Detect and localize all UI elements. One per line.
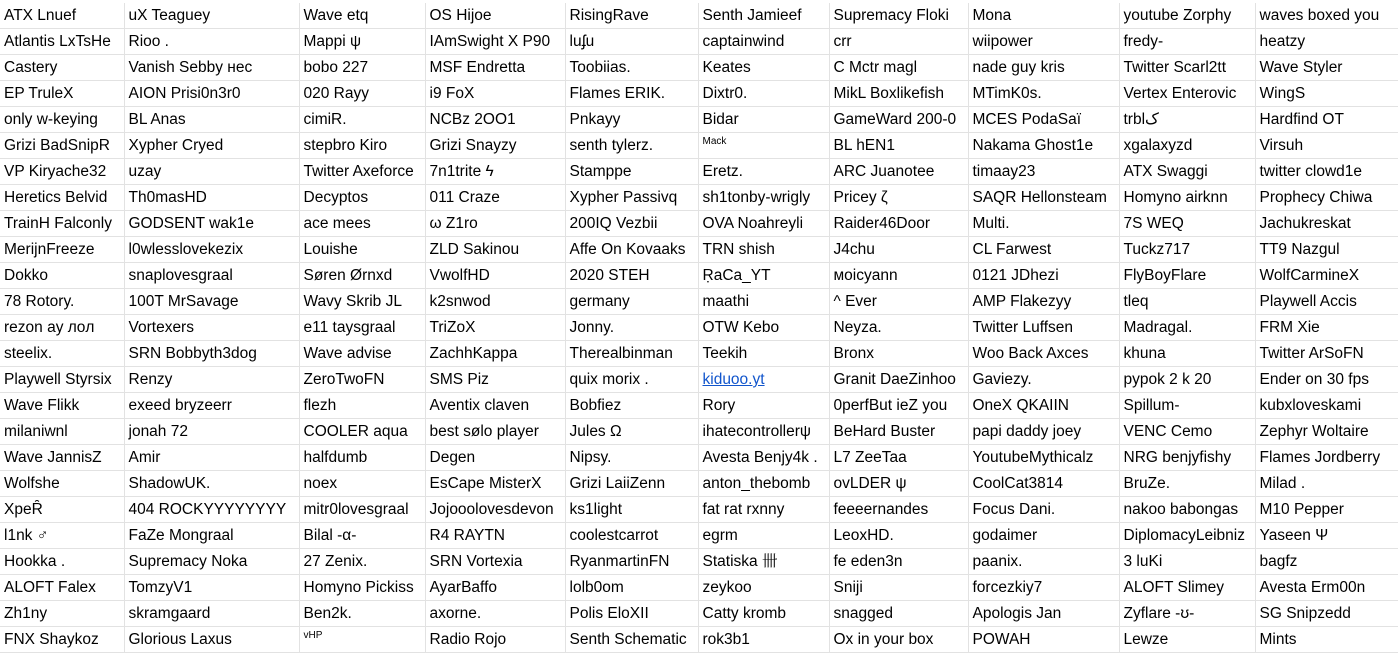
sheet-cell[interactable]: Ben2k. — [299, 601, 425, 627]
sheet-cell[interactable]: COOLER aqua — [299, 419, 425, 445]
sheet-cell[interactable]: ovLDER ψ — [829, 471, 968, 497]
sheet-cell[interactable]: coolestcarrot — [565, 523, 698, 549]
sheet-cell[interactable]: anton_thebomb — [698, 471, 829, 497]
sheet-cell[interactable]: Stamppe — [565, 159, 698, 185]
sheet-cell[interactable]: Mack — [698, 133, 829, 159]
sheet-cell[interactable]: ZeroTwoFN — [299, 367, 425, 393]
sheet-cell[interactable]: Grizi BadSnipR — [0, 133, 124, 159]
sheet-cell[interactable]: Zh1ny — [0, 601, 124, 627]
sheet-cell[interactable]: C Mctr magl — [829, 55, 968, 81]
sheet-row — [0, 29, 1398, 55]
sheet-cell[interactable]: CL Farwest — [968, 237, 1119, 263]
sheet-row — [0, 627, 1398, 653]
sheet-cell[interactable]: 27 Zenix. — [299, 549, 425, 575]
sheet-cell[interactable]: Supremacy Floki — [829, 3, 968, 29]
sheet-cell[interactable]: TRN shish — [698, 237, 829, 263]
sheet-cell[interactable]: ace mees — [299, 211, 425, 237]
sheet-cell[interactable]: Jachukreskat — [1255, 211, 1398, 237]
sheet-cell[interactable]: tleq — [1119, 289, 1255, 315]
sheet-cell[interactable]: Affe On Kovaaks — [565, 237, 698, 263]
sheet-cell[interactable]: nade guy kris — [968, 55, 1119, 81]
sheet-cell[interactable]: Eretz. — [698, 159, 829, 185]
sheet-cell[interactable]: Senth Schematic — [565, 627, 698, 653]
sheet-cell[interactable]: ks1light — [565, 497, 698, 523]
sheet-cell[interactable]: 2020 STEH — [565, 263, 698, 289]
sheet-cell[interactable]: timaay23 — [968, 159, 1119, 185]
sheet-cell[interactable]: l0wlesslovekezix — [124, 237, 299, 263]
sheet-cell[interactable]: youtube Zorphy — [1119, 3, 1255, 29]
sheet-cell[interactable]: Decyptos — [299, 185, 425, 211]
sheet-cell[interactable]: Renzy — [124, 367, 299, 393]
sheet-row — [0, 523, 1398, 549]
sheet-cell[interactable]: ihatecontrollerψ — [698, 419, 829, 445]
sheet-row — [0, 393, 1398, 419]
sheet-cell[interactable]: WolfCarmineX — [1255, 263, 1398, 289]
sheet-row — [0, 159, 1398, 185]
sheet-cell[interactable]: jonah 72 — [124, 419, 299, 445]
sheet-cell[interactable]: 200IQ Vezbii — [565, 211, 698, 237]
sheet-cell[interactable]: kubxloveskami — [1255, 393, 1398, 419]
sheet-cell[interactable]: TT9 Nazgul — [1255, 237, 1398, 263]
sheet-row — [0, 263, 1398, 289]
sheet-cell[interactable]: Th0masHD — [124, 185, 299, 211]
spreadsheet-grid-container — [0, 3, 1398, 653]
sheet-cell[interactable]: Mona — [968, 3, 1119, 29]
sheet-cell[interactable]: Granit DaeZinhoo — [829, 367, 968, 393]
sheet-cell[interactable]: Playwell Styrsix — [0, 367, 124, 393]
sheet-cell[interactable]: paanix. — [968, 549, 1119, 575]
sheet-cell[interactable]: Rioo . — [124, 29, 299, 55]
sheet-cell[interactable]: Twitter Scarl2tt — [1119, 55, 1255, 81]
sheet-cell[interactable]: WingS — [1255, 81, 1398, 107]
sheet-cell[interactable]: Louishe — [299, 237, 425, 263]
sheet-cell[interactable]: Mints — [1255, 627, 1398, 653]
sheet-cell[interactable]: EsCape MisterX — [425, 471, 565, 497]
sheet-cell[interactable]: Yaseen Ψ — [1255, 523, 1398, 549]
sheet-cell[interactable]: godaimer — [968, 523, 1119, 549]
sheet-cell[interactable]: Avesta Benjy4k . — [698, 445, 829, 471]
sheet-cell[interactable]: Søren Ørnxd — [299, 263, 425, 289]
sheet-cell[interactable]: AION Prisi0n3r0 — [124, 81, 299, 107]
sheet-cell[interactable]: Heretics Belvid — [0, 185, 124, 211]
sheet-cell[interactable]: Twitter Luffsen — [968, 315, 1119, 341]
sheet-cell[interactable]: luʄu — [565, 29, 698, 55]
sheet-cell[interactable]: Nipsy. — [565, 445, 698, 471]
sheet-cell[interactable]: SMS Piz — [425, 367, 565, 393]
sheet-cell[interactable]: Neyza. — [829, 315, 968, 341]
sheet-cell[interactable]: J4chu — [829, 237, 968, 263]
sheet-cell[interactable]: ZLD Sakinou — [425, 237, 565, 263]
sheet-cell[interactable]: Rory — [698, 393, 829, 419]
sheet-cell[interactable]: XpeȒ — [0, 497, 124, 523]
sheet-cell[interactable]: BruZe. — [1119, 471, 1255, 497]
sheet-row — [0, 575, 1398, 601]
sheet-cell[interactable]: FRM Xie — [1255, 315, 1398, 341]
sheet-cell[interactable]: best sølo player — [425, 419, 565, 445]
sheet-cell[interactable]: Wolfshe — [0, 471, 124, 497]
sheet-cell[interactable]: BL hEN1 — [829, 133, 968, 159]
sheet-cell[interactable]: twitter clowd1e — [1255, 159, 1398, 185]
sheet-cell[interactable]: noex — [299, 471, 425, 497]
sheet-cell[interactable]: quix morix . — [565, 367, 698, 393]
sheet-cell[interactable]: Toobiias. — [565, 55, 698, 81]
sheet-cell[interactable]: Castery — [0, 55, 124, 81]
sheet-cell[interactable]: zeykoo — [698, 575, 829, 601]
sheet-cell[interactable]: flezh — [299, 393, 425, 419]
sheet-cell[interactable]: ATX Swaggi — [1119, 159, 1255, 185]
sheet-cell[interactable]: mitr0lovesgraal — [299, 497, 425, 523]
sheet-cell[interactable]: fredy- — [1119, 29, 1255, 55]
sheet-row — [0, 55, 1398, 81]
sheet-cell[interactable]: Madragal. — [1119, 315, 1255, 341]
sheet-cell[interactable]: nakoo babongas — [1119, 497, 1255, 523]
sheet-row — [0, 497, 1398, 523]
sheet-cell[interactable]: Vertex Enterovic — [1119, 81, 1255, 107]
sheet-cell[interactable]: Virsuh — [1255, 133, 1398, 159]
sheet-cell[interactable]: GameWard 200-0 — [829, 107, 968, 133]
sheet-cell[interactable]: wiipower — [968, 29, 1119, 55]
sheet-cell[interactable]: Teekih — [698, 341, 829, 367]
sheet-cell[interactable]: 0121 JDhezi — [968, 263, 1119, 289]
sheet-cell[interactable]: germany — [565, 289, 698, 315]
sheet-cell[interactable]: Milad . — [1255, 471, 1398, 497]
sheet-cell[interactable]: Amir — [124, 445, 299, 471]
sheet-cell[interactable]: Wave advise — [299, 341, 425, 367]
sheet-cell[interactable]: snaplovesgraal — [124, 263, 299, 289]
grid-body — [0, 3, 1398, 653]
sheet-cell[interactable]: xgalaxyzd — [1119, 133, 1255, 159]
sheet-cell[interactable]: Therealbinman — [565, 341, 698, 367]
sheet-cell[interactable]: Mappi ψ — [299, 29, 425, 55]
sheet-cell[interactable]: Hookka . — [0, 549, 124, 575]
sheet-cell[interactable]: AMP Flakezyy — [968, 289, 1119, 315]
sheet-cell[interactable]: ZachhKappa — [425, 341, 565, 367]
sheet-row — [0, 419, 1398, 445]
sheet-cell[interactable]: lolb0om — [565, 575, 698, 601]
sheet-cell[interactable]: axorne. — [425, 601, 565, 627]
sheet-cell[interactable]: Supremacy Noka — [124, 549, 299, 575]
sheet-cell[interactable]: 3 luKi — [1119, 549, 1255, 575]
sheet-cell[interactable]: Bronx — [829, 341, 968, 367]
sheet-cell[interactable]: Tuckz717 — [1119, 237, 1255, 263]
sheet-cell[interactable]: TomzyV1 — [124, 575, 299, 601]
sheet-cell[interactable]: ALOFT Slimey — [1119, 575, 1255, 601]
sheet-cell[interactable]: IAmSwight X P90 — [425, 29, 565, 55]
sheet-cell[interactable]: Lewze — [1119, 627, 1255, 653]
sheet-cell[interactable]: SRN Bobbyth3dog — [124, 341, 299, 367]
sheet-cell[interactable]: MSF Endretta — [425, 55, 565, 81]
sheet-cell[interactable]: e11 taysgraal — [299, 315, 425, 341]
sheet-cell[interactable]: YoutubeMythicalz — [968, 445, 1119, 471]
sheet-cell[interactable]: stepbro Kiro — [299, 133, 425, 159]
sheet-cell[interactable]: Focus Dani. — [968, 497, 1119, 523]
sheet-cell[interactable]: OneX QKAIIN — [968, 393, 1119, 419]
sheet-cell[interactable]: rezon ay лoл — [0, 315, 124, 341]
sheet-cell[interactable]: OVA Noahreyli — [698, 211, 829, 237]
sheet-cell[interactable]: Flames Jordberry — [1255, 445, 1398, 471]
sheet-cell[interactable]: bagfz — [1255, 549, 1398, 575]
sheet-cell[interactable]: Apologis Jan — [968, 601, 1119, 627]
sheet-cell[interactable]: BL Anas — [124, 107, 299, 133]
sheet-cell[interactable]: Keates — [698, 55, 829, 81]
sheet-cell[interactable]: ALOFT Falex — [0, 575, 124, 601]
sheet-cell[interactable]: MTimK0s. — [968, 81, 1119, 107]
sheet-cell[interactable]: Jojooolovesdevon — [425, 497, 565, 523]
sheet-cell[interactable]: cimiR. — [299, 107, 425, 133]
sheet-cell[interactable]: 0perfBut ieZ you — [829, 393, 968, 419]
sheet-cell[interactable]: AyarBaffo — [425, 575, 565, 601]
sheet-cell[interactable]: Hardfind OT — [1255, 107, 1398, 133]
sheet-cell[interactable]: only w-keying — [0, 107, 124, 133]
sheet-cell[interactable]: ATX Lnuef — [0, 3, 124, 29]
sheet-cell[interactable]: EP TruleX — [0, 81, 124, 107]
sheet-cell[interactable]: papi daddy joey — [968, 419, 1119, 445]
sheet-cell[interactable]: TrainH Falconly — [0, 211, 124, 237]
sheet-cell[interactable]: Zephyr Woltaire — [1255, 419, 1398, 445]
sheet-cell[interactable]: heatzy — [1255, 29, 1398, 55]
sheet-cell[interactable]: Woo Back Axces — [968, 341, 1119, 367]
sheet-cell[interactable]: NCBz 2OO1 — [425, 107, 565, 133]
sheet-cell[interactable]: VP Kiryache32 — [0, 159, 124, 185]
sheet-row — [0, 81, 1398, 107]
sheet-cell[interactable]: SG Snipzedd — [1255, 601, 1398, 627]
sheet-cell[interactable]: OTW Kebo — [698, 315, 829, 341]
sheet-cell[interactable]: TriZoX — [425, 315, 565, 341]
sheet-cell[interactable]: 100T MrSavage — [124, 289, 299, 315]
sheet-cell[interactable]: R4 RAYTN — [425, 523, 565, 549]
sheet-cell[interactable]: ARC Juanotee — [829, 159, 968, 185]
sheet-cell[interactable]: Ox in your box — [829, 627, 968, 653]
sheet-cell[interactable]: Gaviezy. — [968, 367, 1119, 393]
sheet-cell[interactable]: 7S WEQ — [1119, 211, 1255, 237]
sheet-cell[interactable]: 7n1trite ϟ — [425, 159, 565, 185]
sheet-cell[interactable]: milaniwnl — [0, 419, 124, 445]
sheet-cell[interactable]: FaZe Mongraal — [124, 523, 299, 549]
sheet-cell[interactable]: VwolfHD — [425, 263, 565, 289]
sheet-cell[interactable]: Grizi LaiiZenn — [565, 471, 698, 497]
sheet-cell[interactable]: fe eden3n — [829, 549, 968, 575]
sheet-cell[interactable]: DiplomacyLeibniz — [1119, 523, 1255, 549]
sheet-cell[interactable]: uzay — [124, 159, 299, 185]
sheet-cell[interactable]: CoolCat3814 — [968, 471, 1119, 497]
sheet-cell[interactable]: Degen — [425, 445, 565, 471]
sheet-cell[interactable]: Sniji — [829, 575, 968, 601]
sheet-cell[interactable]: мoicyann — [829, 263, 968, 289]
sheet-cell[interactable]: captainwind — [698, 29, 829, 55]
sheet-cell[interactable]: Aventix claven — [425, 393, 565, 419]
sheet-cell[interactable]: Ender on 30 fps — [1255, 367, 1398, 393]
sheet-cell[interactable]: senth tylerz. — [565, 133, 698, 159]
sheet-cell[interactable]: SRN Vortexia — [425, 549, 565, 575]
sheet-row — [0, 211, 1398, 237]
sheet-cell[interactable]: exeed bryzeerr — [124, 393, 299, 419]
sheet-cell[interactable]: feeeernandes — [829, 497, 968, 523]
sheet-cell[interactable]: ^ Ever — [829, 289, 968, 315]
sheet-row — [0, 341, 1398, 367]
sheet-cell[interactable]: Senth Jamieef — [698, 3, 829, 29]
sheet-cell[interactable]: NRG benjyfishy — [1119, 445, 1255, 471]
sheet-cell[interactable]: M10 Pepper — [1255, 497, 1398, 523]
sheet-row — [0, 471, 1398, 497]
sheet-cell[interactable]: FlyBoyFlare — [1119, 263, 1255, 289]
sheet-cell[interactable]: fat rat rxnny — [698, 497, 829, 523]
sheet-cell[interactable]: Vortexers — [124, 315, 299, 341]
sheet-cell[interactable]: Pricey ζ — [829, 185, 968, 211]
sheet-cell[interactable]: MikL Boxlikefish — [829, 81, 968, 107]
sheet-cell[interactable]: VENC Cemo — [1119, 419, 1255, 445]
sheet-row — [0, 237, 1398, 263]
sheet-cell[interactable]: FNX Shaykoz — [0, 627, 124, 653]
sheet-row — [0, 315, 1398, 341]
sheet-cell[interactable]: Playwell Accis — [1255, 289, 1398, 315]
sheet-cell[interactable]: Jules Ω — [565, 419, 698, 445]
sheet-cell[interactable]: ω Z1ro — [425, 211, 565, 237]
sheet-cell[interactable]: Jonny. — [565, 315, 698, 341]
sheet-cell[interactable]: bobo 227 — [299, 55, 425, 81]
sheet-cell[interactable]: maathi — [698, 289, 829, 315]
sheet-cell[interactable]: Spillum- — [1119, 393, 1255, 419]
sheet-cell[interactable]: RisingRave — [565, 3, 698, 29]
sheet-row — [0, 3, 1398, 29]
sheet-cell[interactable]: OS Hijoe — [425, 3, 565, 29]
sheet-cell[interactable]: Vanish Sebby нес — [124, 55, 299, 81]
sheet-cell[interactable]: Bidar — [698, 107, 829, 133]
sheet-row — [0, 445, 1398, 471]
sheet-cell[interactable]: i9 FoX — [425, 81, 565, 107]
sheet-cell[interactable]: Dokko — [0, 263, 124, 289]
sheet-cell[interactable]: ShadowUK. — [124, 471, 299, 497]
sheet-cell[interactable]: Pnkayy — [565, 107, 698, 133]
sheet-cell[interactable]: k2snwod — [425, 289, 565, 315]
sheet-cell[interactable]: Zyflare -ʊ- — [1119, 601, 1255, 627]
sheet-cell[interactable]: BeHard Buster — [829, 419, 968, 445]
sheet-cell[interactable]: Statiska 卌 — [698, 549, 829, 575]
sheet-cell[interactable]: Wave Styler — [1255, 55, 1398, 81]
sheet-cell[interactable]: Glorious Laxus — [124, 627, 299, 653]
sheet-cell[interactable]: rok3b1 — [698, 627, 829, 653]
sheet-cell[interactable]: MCES PodaSaï — [968, 107, 1119, 133]
sheet-cell[interactable]: steelix. — [0, 341, 124, 367]
sheet-cell[interactable]: Xypher Cryed — [124, 133, 299, 159]
sheet-row — [0, 601, 1398, 627]
sheet-cell[interactable]: LeoxHD. — [829, 523, 968, 549]
sheet-cell[interactable]: trblک — [1119, 107, 1255, 133]
sheet-cell[interactable]: Avesta Erm00n — [1255, 575, 1398, 601]
sheet-cell[interactable]: Nakama Ghost1e — [968, 133, 1119, 159]
sheet-cell[interactable]: Atlantis LxTsHe — [0, 29, 124, 55]
sheet-cell[interactable]: khuna — [1119, 341, 1255, 367]
sheet-cell[interactable]: POWAH — [968, 627, 1119, 653]
sheet-cell[interactable]: Polis EloXII — [565, 601, 698, 627]
sheet-cell[interactable]: waves boxed you — [1255, 3, 1398, 29]
sheet-cell[interactable]: ṚaCa_YT — [698, 263, 829, 289]
sheet-cell[interactable]: Homyno airknn — [1119, 185, 1255, 211]
sheet-cell[interactable]: L7 ZeeTaa — [829, 445, 968, 471]
sheet-cell[interactable]: Bilal -α- — [299, 523, 425, 549]
sheet-cell[interactable]: Dixtr0. — [698, 81, 829, 107]
sheet-cell[interactable]: uX Teaguey — [124, 3, 299, 29]
sheet-row — [0, 289, 1398, 315]
sheet-cell[interactable]: Twitter Axeforce — [299, 159, 425, 185]
sheet-cell[interactable]: Raider46Door — [829, 211, 968, 237]
sheet-cell[interactable]: egrm — [698, 523, 829, 549]
sheet-cell[interactable]: Flames ERIK. — [565, 81, 698, 107]
spreadsheet-grid — [0, 3, 1398, 653]
sheet-cell[interactable]: Prophecy Chiwa — [1255, 185, 1398, 211]
sheet-cell[interactable]: 78 Rotory. — [0, 289, 124, 315]
sheet-row — [0, 133, 1398, 159]
sheet-cell[interactable]: 020 Rayy — [299, 81, 425, 107]
sheet-cell[interactable]: pypok 2 k 20 — [1119, 367, 1255, 393]
sheet-cell[interactable]: GODSENT wak1e — [124, 211, 299, 237]
sheet-cell[interactable]: MerijnFreeze — [0, 237, 124, 263]
sheet-cell[interactable]: Wave JannisZ — [0, 445, 124, 471]
sheet-cell[interactable]: halfdumb — [299, 445, 425, 471]
sheet-row — [0, 549, 1398, 575]
sheet-cell[interactable]: sh1tonby-wrigly — [698, 185, 829, 211]
sheet-cell[interactable] — [698, 367, 829, 393]
sheet-cell[interactable]: Radio Rojo — [425, 627, 565, 653]
sheet-cell[interactable]: crr — [829, 29, 968, 55]
sheet-row — [0, 185, 1398, 211]
sheet-cell[interactable]: skramgaard — [124, 601, 299, 627]
sheet-cell[interactable]: Wave etq — [299, 3, 425, 29]
sheet-cell[interactable]: snagged — [829, 601, 968, 627]
sheet-cell[interactable]: 404 ROCKYYYYYYYY — [124, 497, 299, 523]
sheet-cell[interactable]: forcezkiy7 — [968, 575, 1119, 601]
sheet-cell[interactable]: Multi. — [968, 211, 1119, 237]
sheet-cell[interactable]: RyanmartinFN — [565, 549, 698, 575]
sheet-cell[interactable]: vHP — [299, 627, 425, 653]
sheet-cell[interactable]: Wave Flikk — [0, 393, 124, 419]
sheet-cell[interactable]: Bobfiez — [565, 393, 698, 419]
sheet-cell[interactable]: SAQR Hellonsteam — [968, 185, 1119, 211]
sheet-row — [0, 367, 1398, 393]
sheet-cell[interactable]: Grizi Snayzy — [425, 133, 565, 159]
sheet-cell[interactable]: Twitter ArSoFN — [1255, 341, 1398, 367]
sheet-cell[interactable]: 011 Craze — [425, 185, 565, 211]
sheet-row — [0, 107, 1398, 133]
sheet-cell[interactable]: l1nk ♂ — [0, 523, 124, 549]
sheet-cell[interactable]: Xypher Passivq — [565, 185, 698, 211]
sheet-cell[interactable]: Catty kromb — [698, 601, 829, 627]
sheet-cell[interactable]: Homyno Pickiss — [299, 575, 425, 601]
cell-hyperlink[interactable]: kiduoo.yt — [702, 371, 765, 388]
sheet-cell[interactable]: Wavy Skrib JL — [299, 289, 425, 315]
